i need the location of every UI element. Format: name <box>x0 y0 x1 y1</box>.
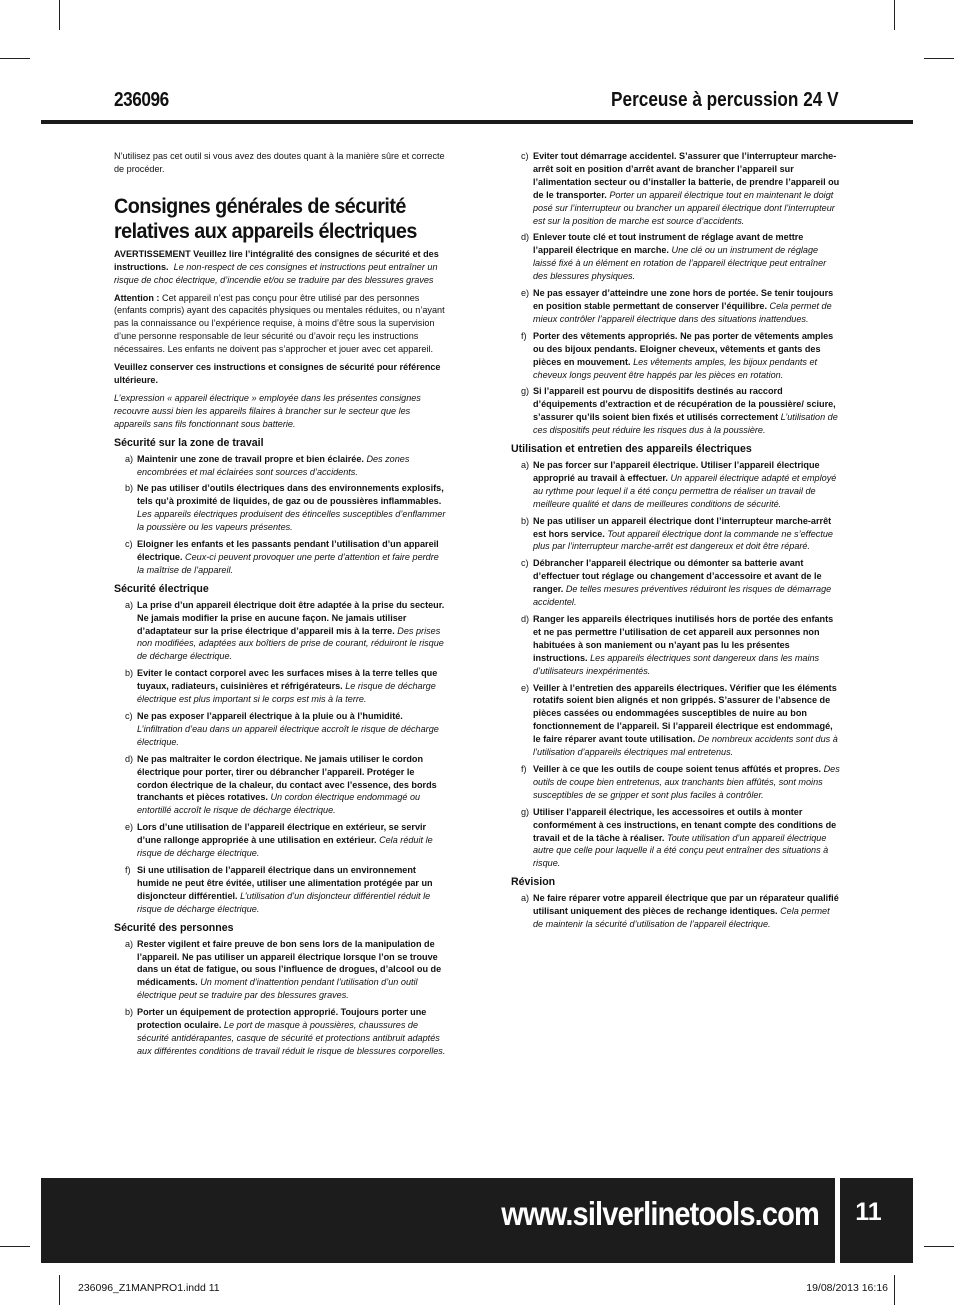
list-item: e) Lors d’une utilisation de l’appareil électrique en extérieur, se servir d’une rallonge appropriée à une utilisation en extérieur. Cela réduit le risque de décharge électrique. <box>125 822 433 859</box>
list-item: d) Ranger les appareils électriques inutilisés hors de portée des enfants et ne pas permettre l’utilisation de cet appareil aux personnes non habituées à son maniement ou n’ayant pas lu les présentes instructions. Les appareils électriques sont dangereux dans les mains d’utilisateurs inexpérimentés. <box>521 614 834 676</box>
footer-bar <box>41 1178 835 1263</box>
list-item: g) Si l’appareil est pourvu de dispositifs destinés au raccord d’équipements d’extraction et de récupération de la poussière/ sciure, s’assurer qu’ils soient bien fixés et utilisés correctement L’utilisation de ces dispositifs peut réduire les risques dus à la poussière. <box>521 386 838 436</box>
subheading-personal: Sécurité des personnes <box>114 921 234 934</box>
page-number-box <box>840 1178 913 1263</box>
crop-mark <box>924 58 954 59</box>
subheading-service: Révision <box>511 876 556 889</box>
left-column <box>114 150 446 1062</box>
crop-mark <box>894 1275 895 1305</box>
product-code: 236096 <box>114 89 169 111</box>
list-item: a) La prise d’un appareil électrique doit être adaptée à la prise du secteur. Ne jamais modifier la prise en aucune façon. Ne jamais utiliser d’adaptateur sur la prise électrique d’appareil mis à la terre. Des prises non modifiées, adaptées aux boîtiers de prise de courant, réduiront le risque de décharge électrique. <box>125 599 445 662</box>
list-item: b) Porter un équipement de protection approprié. Toujours porter une protection oculaire. Le port de masque à poussières, chaussures de sécurité antidérapantes, casque de sécurité et protections antibruit adaptés aux différentes conditions de travail réduit le risque de blessures corporelles. <box>125 1007 446 1056</box>
header-divider <box>41 120 913 124</box>
attention-paragraph: Attention : Cet appareil n’est pas conçu pour être utilisé par des personnes (enfants compris) ayant des capacités physiques ou mentales réduites, ou n’ayant pas la connaissance ou l’expérience requise, à moins d’être sous la supervision d’une personne responsable de leur sécurité ou d’avoir reçu les instructions nécessaires. Les enfants ne doivent pas s’approcher et jouer avec cet appareil. <box>114 292 445 355</box>
list-item: f) Porter des vêtements appropriés. Ne pas porter de vêtements amples ou des bijoux pendants. Eloigner cheveux, vêtements et gants des pièces en mouvement. Les vêtements amples, les bijoux pendants et cheveux longs peuvent être happés par les pièces en rotation. <box>521 330 834 380</box>
page-number: 11 <box>855 1198 882 1226</box>
list-item: e) Veiller à l’entretien des appareils électriques. Vérifier que les éléments rotatifs soient bien alignés et non grippés. S’assurer de l’absence de pièces cassées ou endommagées susceptibles de nuire au bon fonctionnement de l’appareil. Si l’appareil électrique est endommagé, le faire réparer avant toute utilisation. De nombreux accidents sont dus à l’utilisation d’appareils électriques mal entretenus. <box>521 682 838 758</box>
list-item: c) Débrancher l’appareil électrique ou démonter sa batterie avant d’effectuer tout réglage ou changement d’accessoire et avant de le ranger. De telles mesures préventives réduiront les risques de démarrage accidentel. <box>521 558 832 608</box>
section-heading: Consignes générales de sécurité relatives aux appareils électriques <box>114 193 417 243</box>
crop-mark <box>924 1246 954 1247</box>
subheading-electrical: Sécurité électrique <box>114 582 209 595</box>
list-item: b) Ne pas utiliser un appareil électrique dont l’interrupteur marche-arrêt est hors service. Tout appareil électrique dont la commande ne s’effectue plus par l’interrupteur marche-arrêt est dangereux et doit être réparé. <box>521 515 833 552</box>
list-item: a) Ne faire réparer votre appareil électrique que par un réparateur qualifié utilisant uniquement des pièces de rechange identiques. Cela permet de maintenir la sécurité d’utilisation de l’appareil électrique. <box>521 893 839 930</box>
website-link[interactable]: www.silverlinetools.com <box>501 1195 819 1232</box>
subheading-use-care: Utilisation et entretien des appareils électriques <box>511 443 752 456</box>
list-item: d) Ne pas maltraiter le cordon électrique. Ne jamais utiliser le cordon électrique pour porter, tirer ou débrancher l’appareil. Protéger le cordon électrique de la chaleur, du contact avec l’essence, des bords tranchants et pièces rotatives. Un cordon électrique endommagé ou entortillé accroît le risque de décharge électrique. <box>125 753 437 816</box>
keep-instructions: Veuillez conserver ces instructions et consignes de sécurité pour référence ultérieure. <box>114 362 441 385</box>
list-item: e) Ne pas essayer d’atteindre une zone hors de portée. Se tenir toujours en position stable permettant de conserver l’équilibre. Cela permet de mieux contrôler l’appareil électrique dans des situations inattendues. <box>521 288 834 324</box>
list-item: d) Enlever toute clé et tout instrument de réglage avant de mettre l’appareil électrique en marche. Une clé ou un instrument de réglage laissé fixé à un élément en rotation de l’appareil électrique peut entraîner des blessures physiques. <box>521 232 827 282</box>
list-item: g) Utiliser l’appareil électrique, les accessoires et outils à monter conformément à ces instructions, en tenant compte des conditions de travail et de la tâche à réaliser. Toute utilisation d’un appareil électrique autre que celle pour laquelle il a été conçu peut entraîner des situations à risque. <box>521 806 837 869</box>
list-item: b) Ne pas utiliser d’outils électriques dans des environnements explosifs, tels qu’à proximité de liquides, de gaz ou de poussières inflammables. Les appareils électriques produisent des étincelles susceptibles d’enflammer la poussière ou les vapeurs présentes. <box>125 483 446 533</box>
crop-mark <box>0 58 30 59</box>
print-slug-file: 236096_Z1MANPRO1.indd 11 <box>78 1282 220 1294</box>
warning-paragraph: AVERTISSEMENT Veuillez lire l’intégralité des consignes de sécurité et des instructions. Le non-respect de ces consignes et instructions peut entraîner un risque de choc électrique, d’incendie et/ou se traduire par des blessures graves <box>114 248 439 285</box>
list-item: c) Eloigner les enfants et les passants pendant l’utilisation d’un appareil électrique. Ceux-ci peuvent provoquer une perte d’attention et faire perdre la maîtrise de l’appareil. <box>125 539 439 575</box>
crop-mark <box>59 1275 60 1305</box>
list-item: f) Veiller à ce que les outils de coupe soient tenus affûtés et propres. Des outils de coupe bien entretenus, aux tranchants bien affûtés, sont moins susceptibles de se gripper et sont plus faciles à contrôler. <box>521 763 840 800</box>
crop-mark <box>894 0 895 30</box>
list-item: f) Si une utilisation de l’appareil électrique dans un environnement humide ne peut être évitée, utiliser une alimentation protégée par un disjoncteur différentiel. L’utilisation d’un disjoncteur différentiel réduit le risque de décharge électrique. <box>125 864 433 914</box>
intro-text: N’utilisez pas cet outil si vous avez des doutes quant à la manière sûre et correcte de procéder. <box>114 151 445 174</box>
list-item: a) Rester vigilent et faire preuve de bon sens lors de la manipulation de l’appareil. Ne pas utiliser un appareil électrique lorsque l’on se trouve dans un état de fatigue, ou sous l’influence de drogues, d’alcool ou de médicaments. Un moment d’inattention pendant l’utilisation d’un outil électrique peut se traduire par des blessures graves. <box>125 938 442 1001</box>
list-item: b) Eviter le contact corporel avec les surfaces mises à la terre telles que tuyaux, radiateurs, cuisinières et réfrigérateurs. Le risque de décharge électrique est plus important si le corps est mis à la terre. <box>125 668 438 705</box>
crop-mark <box>59 0 60 30</box>
page-title: Perceuse à percussion 24 V <box>611 89 839 111</box>
definition-text: L’expression « appareil électrique » employée dans les présentes consignes recouvre aussi bien les appareils filaires à brancher sur le secteur que les appareils sans fils fonctionnant sous batterie. <box>114 392 421 429</box>
list-item: a) Maintenir une zone de travail propre et bien éclairée. Des zones encombrées et mal éclairées sont sources d’accidents. <box>125 453 410 477</box>
crop-mark <box>0 1246 30 1247</box>
list-item: c) Ne pas exposer l’appareil électrique à la pluie ou à l’humidité. L’infiltration d’eau dans un appareil électrique accroît le risque de décharge électrique. <box>125 711 439 747</box>
subheading-work-area: Sécurité sur la zone de travail <box>114 436 264 449</box>
list-item: c) Eviter tout démarrage accidentel. S’assurer que l’interrupteur marche-arrêt soit en position d’arrêt avant de brancher l’appareil sur l’alimentation secteur ou d’installer la batterie, de prendre l’appareil ou de le transporter. Porter un appareil électrique tout en maintenant le doigt posé sur l’interrupteur ou brancher un appareil électrique dont l’interrupteur est sur la position de marche est source d’accidents. <box>521 151 840 226</box>
print-slug-date: 19/08/2013 16:16 <box>806 1282 888 1294</box>
right-column <box>511 150 841 935</box>
list-item: a) Ne pas forcer sur l’appareil électrique. Utiliser l’appareil électrique approprié au travail à effectuer. Un appareil électrique adapté et employé au rythme pour lequel il a été conçu permettra de réaliser un travail de meilleure qualité et dans de meilleures conditions de sécurité. <box>521 460 837 509</box>
